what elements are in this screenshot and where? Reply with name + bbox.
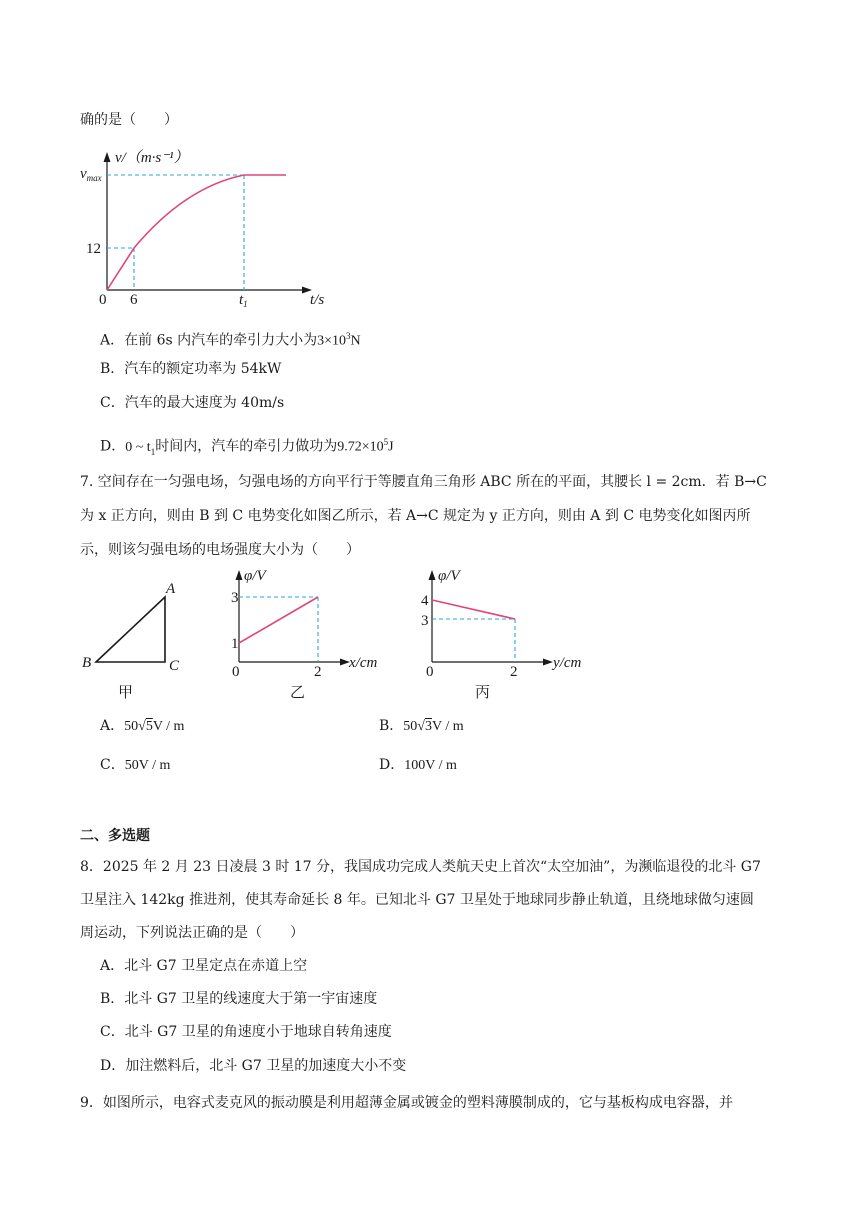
q7-option-c: C．50V / m	[100, 757, 171, 773]
q7-fig-bing	[421, 568, 581, 701]
q6-option-d: D．0 ~ $t_1$时间内，汽车的牵引力做功为$9.72\times 10^5J$	[100, 437, 394, 457]
q7-option-b: B．50√3V / m	[379, 718, 464, 734]
q7-fig-jia	[82, 581, 180, 701]
q6-option-a: A．在前 6s 内汽车的牵引力大小为$3\times 10^3N$	[100, 331, 361, 349]
q6-origin-label: 0	[99, 292, 107, 308]
q6-x6-label: 6	[130, 292, 138, 308]
q7-vertex-c: C	[169, 658, 180, 674]
q7-bing-y4: 4	[421, 593, 429, 609]
q6-xlabel: t/s	[310, 292, 325, 308]
q7-bing-y-arrow	[429, 570, 436, 580]
q7-fig-yi	[231, 568, 377, 701]
q7-vertex-a: A	[166, 581, 176, 597]
q8-line2: 卫星注入 142kg 推进剂，使其寿命延长 8 年。已知北斗 G7 卫星处于地球同步静止轨道，且绕地球做匀速圆	[80, 892, 754, 908]
q7-vertex-b: B	[82, 655, 92, 671]
q7-yi-origin: 0	[232, 664, 240, 680]
q6-y12-label: 12	[86, 241, 101, 257]
q7-caption-bing: 丙	[475, 685, 491, 701]
q8-option-a: A．北斗 G7 卫星定点在赤道上空	[100, 958, 308, 974]
q7-bing-x-arrow	[543, 659, 553, 666]
q7-bing-x2: 2	[510, 664, 518, 680]
q9-line1: 9．如图所示，电容式麦克风的振动膜是利用超薄金属或镀金的塑料薄膜制成的，它与基板构成电容器，并	[80, 1095, 733, 1111]
q7-bing-origin: 0	[426, 664, 434, 680]
q7-caption-jia: 甲	[118, 685, 134, 701]
q7-bing-xlabel: y/cm	[553, 655, 582, 671]
q7-line3: 示，则该匀强电场的电场强度大小为（ ）	[80, 542, 360, 558]
q7-yi-xlabel: x/cm	[349, 655, 378, 671]
q7-yi-potential-line	[239, 597, 318, 643]
q7-bing-potential-line	[432, 600, 515, 619]
q6-option-b: B．汽车的额定功率为 54kW	[100, 361, 282, 377]
q7-line1: 7. 空间存在一匀强电场，匀强电场的方向平行于等腰直角三角形 ABC 所在的平面，其腰长 l = 2cm．若 B→C	[80, 474, 767, 490]
q7-option-d: D．100V / m	[379, 757, 457, 773]
q6-option-c: C．汽车的最大速度为 40m/s	[100, 395, 285, 411]
q7-yi-y3: 3	[231, 590, 239, 606]
q6-vmax-label: $v_{max}$	[80, 166, 102, 183]
q7-option-a: A．50√5V / m	[100, 718, 185, 734]
q7-line2: 为 x 正方向，则由 B 到 C 电势变化如图乙所示，若 A→C 规定为 y 正方向，则由 A 到 C 电势变化如图丙所	[80, 508, 751, 524]
q8-line3: 周运动，下列说法正确的是（ ）	[80, 925, 304, 941]
q8-option-b: B．北斗 G7 卫星的线速度大于第一宇宙速度	[100, 991, 378, 1007]
q7-yi-y-arrow	[236, 570, 243, 580]
q8-option-c: C．北斗 G7 卫星的角速度小于地球自转角速度	[100, 1024, 392, 1040]
q7-caption-yi: 乙	[290, 685, 306, 701]
q6-t1-label: $t_1$	[239, 292, 248, 309]
q6-stem-tail: 确的是（ ）	[80, 112, 178, 128]
q8-option-d: D．加注燃料后，北斗 G7 卫星的加速度大小不变	[100, 1058, 407, 1074]
q7-bing-y3: 3	[421, 613, 429, 629]
q6-ylabel: v/（m·s⁻¹）	[115, 150, 189, 166]
q7-yi-y1: 1	[231, 636, 239, 652]
q8-line1: 8．2025 年 2 月 23 日凌晨 3 时 17 分，我国成功完成人类航天史上首次“太空加油”，为濒临退役的北斗 G7	[80, 859, 761, 875]
q7-yi-x2: 2	[314, 664, 322, 680]
section-title-multiple-choice: 二、多选题	[80, 828, 150, 844]
q7-bing-ylabel: φ/V	[438, 568, 460, 584]
q7-triangle	[96, 597, 165, 662]
q7-yi-ylabel: φ/V	[244, 568, 266, 584]
